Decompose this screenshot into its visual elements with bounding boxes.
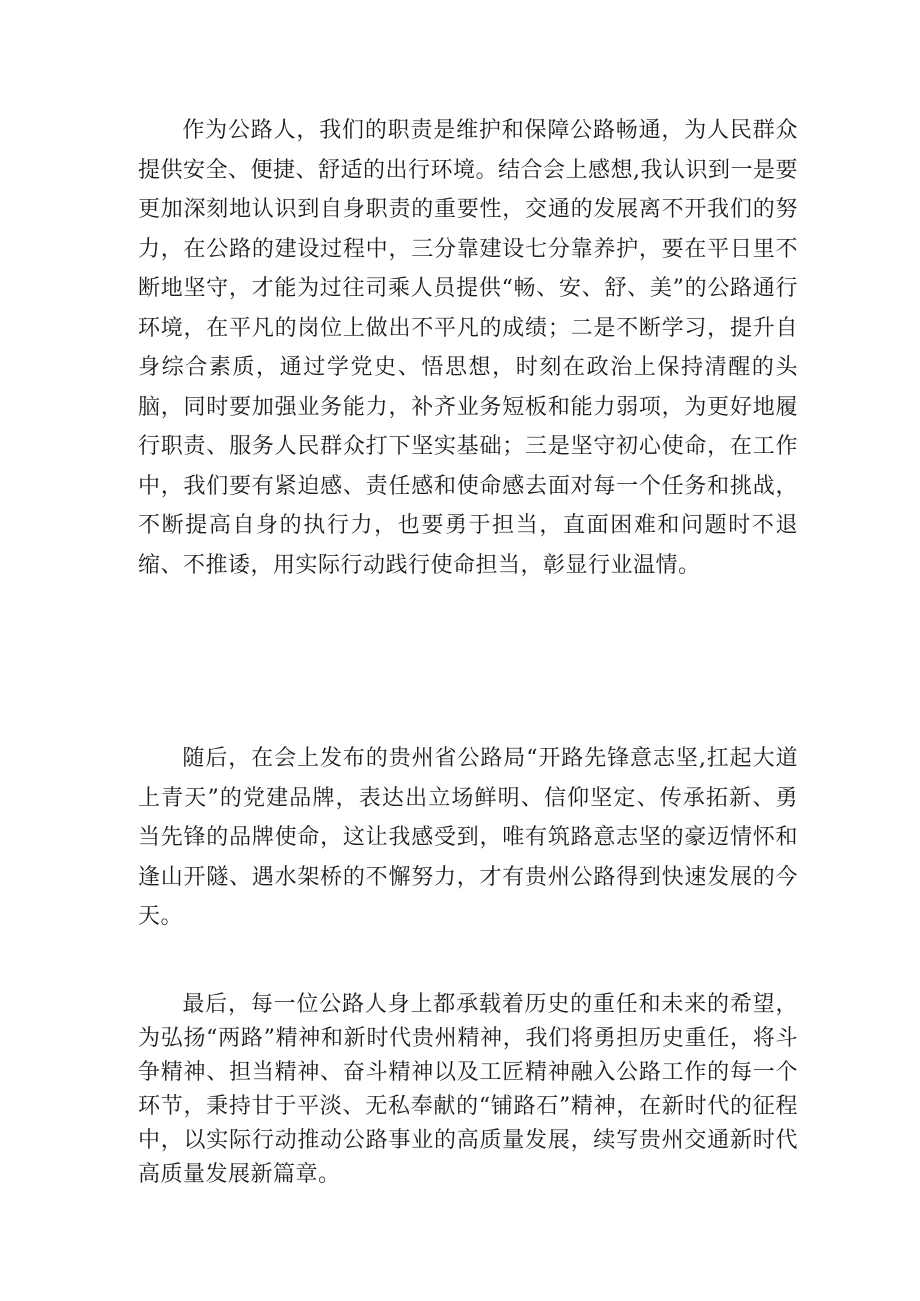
- paragraph-1: [138, 111, 798, 585]
- paragraph-3: [138, 988, 798, 1192]
- paragraph-2-text: 随后，在会上发布的贵州省公路局“开路先锋意志坚,扛起大道上青天”的党建品牌，表达出立场鲜明、信仰坚定、传承拓新、勇当先锋的品牌使命，这让我感受到，唯有筑路意志坚的豪迈情怀和逢山开隧、遇水架桥的不懈努力，才有贵州公路得到快速发展的今天。: [138, 746, 798, 929]
- paragraph-2: [138, 739, 798, 937]
- paragraph-3-text: 最后，每一位公路人身上都承载着历史的重任和未来的希望，为弘扬“两路”精神和新时代贵州精神，我们将勇担历史重任，将斗争精神、担当精神、奋斗精神以及工匠精神融入公路工作的每一个环节，秉持甘于平淡、无私奉献的“铺路石”精神，在新时代的征程中，以实际行动推动公路事业的高质量发展，续写贵州交通新时代高质量发展新篇章。: [138, 992, 798, 1187]
- paragraph-1-text: 作为公路人，我们的职责是维护和保障公路畅通，为人民群众提供安全、便捷、舒适的出行环境。结合会上感想,我认识到一是要更加深刻地认识到自身职责的重要性，交通的发展离不开我们的努力，在公路的建设过程中，三分靠建设七分靠养护，要在平日里不断地坚守，才能为过往司乘人员提供“畅、安、舒、美”的公路通行环境，在平凡的岗位上做出不平凡的成绩；二是不断学习，提升自身综合素质，通过学党史、悟思想，时刻在政治上保持清醒的头脑，同时要加强业务能力，补齐业务短板和能力弱项，为更好地履行职责、服务人民群众打下坚实基础；三是坚守初心使命，在工作中，我们要有紧迫感、责任感和使命感去面对每一个任务和挑战，不断提高自身的执行力，也要勇于担当，直面困难和问题时不退缩、不推诿，用实际行动践行使命担当，彰显行业温情。: [138, 118, 798, 578]
